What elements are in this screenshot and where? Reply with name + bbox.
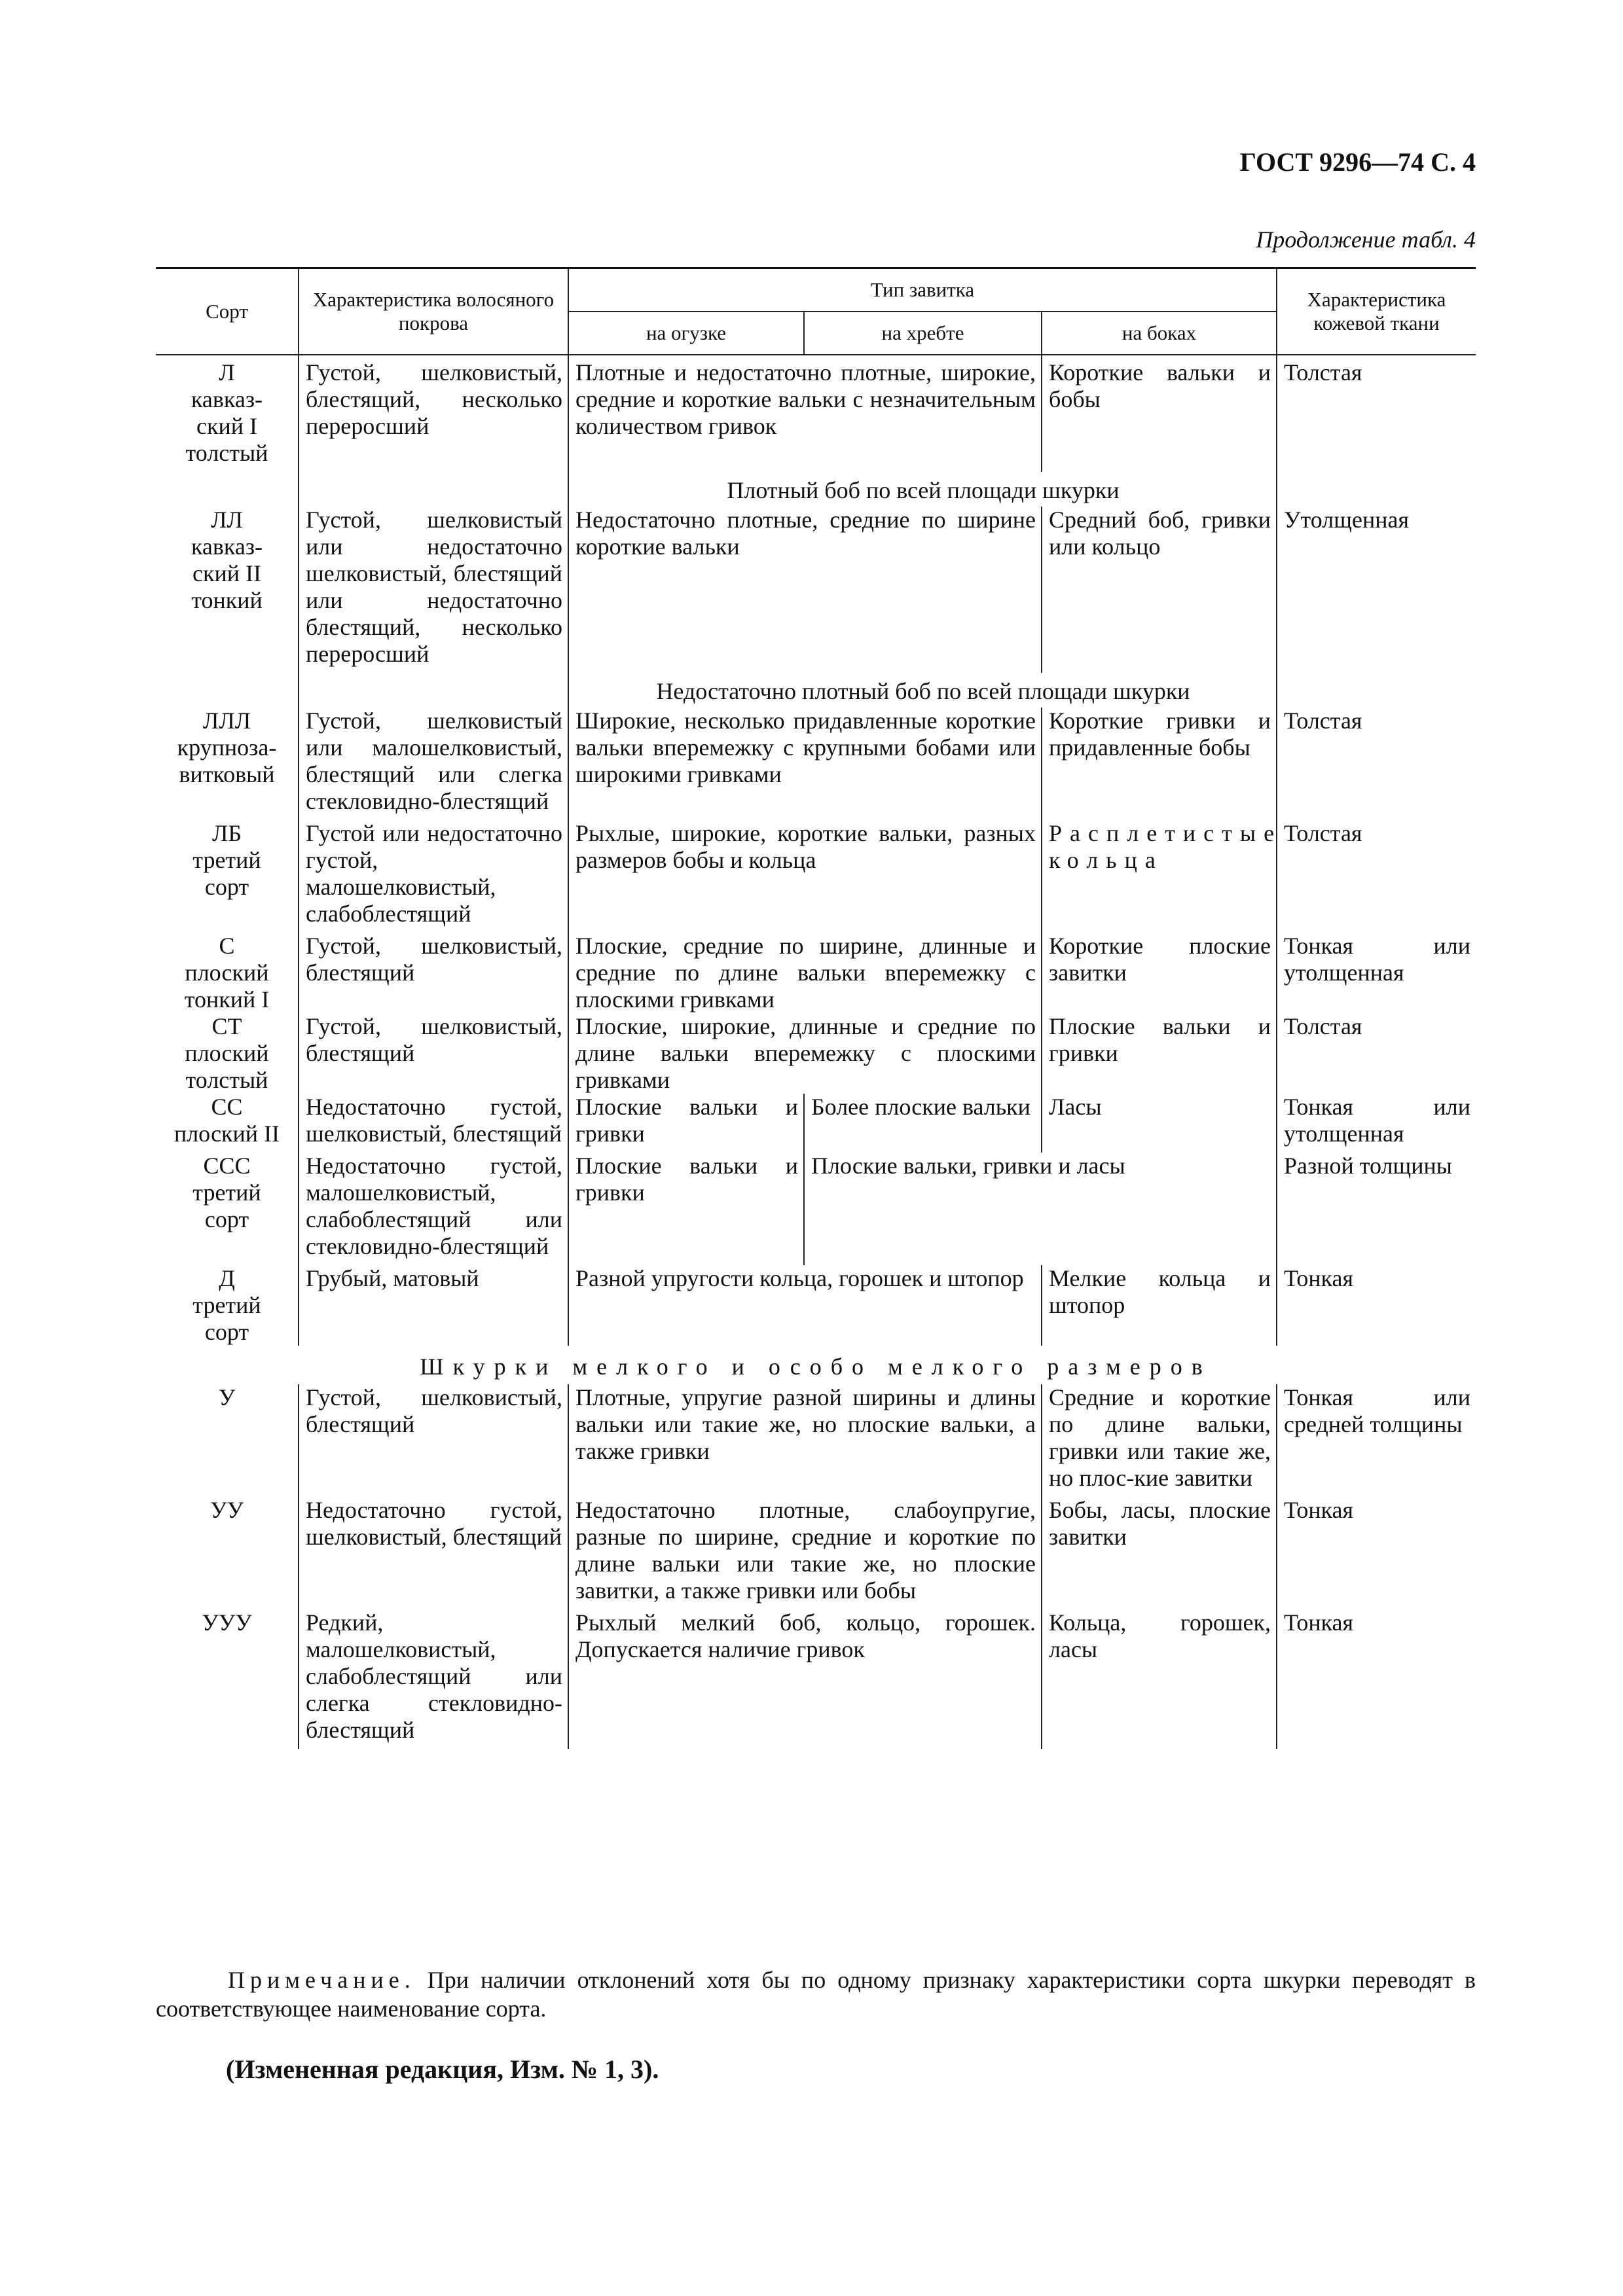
table-row [156,1094,1476,1153]
sort-cell: С плоский тонкий I [156,933,299,1013]
table-row [156,1265,1476,1346]
table-row [156,355,1476,472]
skin-cell: Толстая [1277,1013,1476,1094]
hair-cell: Густой или недостаточно густой, малошелковистый, слабоблестящий [299,820,568,933]
skin-cell: Толстая [1277,820,1476,933]
section-heading: Шкурки мелкого и особо мелкого размеров [420,1354,1212,1380]
hair-cell: Густой, шелковистый, блестящий [299,1013,568,1094]
skin-cell: Тонкая [1277,1265,1476,1346]
amendment-note: (Измененная редакция, Изм. № 1, 3). [226,2054,659,2084]
hair-cell: Густой, шелковистый или недостаточно шелковистый, блестящий или недостаточно блестящий, несколько переросший [299,507,568,673]
curl-cell: Плоские, средние по ширине, длинные и средние по длине вальки вперемежку с плоскими гривками [568,933,1042,1013]
header-hair: Характеристика волосяного покрова [299,268,568,355]
hair-cell: Грубый, матовый [299,1265,568,1346]
table-row [156,1497,1476,1609]
curl-sides-cell: Средние и короткие по длине вальки, гривки или такие же, но плос-кие завитки [1042,1384,1277,1497]
header-curl-type: Тип завитка [568,268,1277,312]
sort-characteristics-table [156,267,1476,1749]
curl-cell: Недостаточно плотные, слабоупругие, разные по ширине, средние и короткие по длине вальки или такие же, но плоские завитки, а также гривки или бобы [568,1497,1042,1609]
hair-cell: Редкий, малошелковистый, слабоблестящий или слегка стекловидно-блестящий [299,1609,568,1749]
table-row [156,673,1476,708]
note-label: Примечание. [228,1967,416,1993]
curl-subnote: Плотный боб по всей площади шкурки [568,472,1277,507]
sort-cell: СТ плоский толстый [156,1013,299,1094]
curl-subnote: Недостаточно плотный боб по всей площади шкурки [568,673,1277,708]
skin-cell: Тонкая [1277,1497,1476,1609]
curl-cell: Разной упругости кольца, горошек и штопор [568,1265,1042,1346]
curl-cell: Недостаточно плотные, средние по ширине короткие вальки [568,507,1042,673]
curl-cell: Плотные и недостаточно плотные, широкие, средние и короткие вальки с незначительным количеством гривок [568,355,1042,472]
sort-cell: СС плоский II [156,1094,299,1153]
skin-cell: Тонкая [1277,1609,1476,1749]
table-row [156,820,1476,933]
curl-sides-cell: Расплетистые кольца [1042,820,1277,933]
header-curl-rump: на огузке [568,312,804,355]
hair-cell: Густой, шелковистый или малошелковистый, блестящий или слегка стекловидно-блестящий [299,708,568,820]
curl-cell: Плоские, широкие, длинные и средние по длине вальки вперемежку с плоскими гривками [568,1013,1042,1094]
table-row [156,1153,1476,1265]
curl-sides-cell: Бобы, ласы, плоские завитки [1042,1497,1277,1609]
header-curl-sides: на боках [1042,312,1277,355]
hair-cell: Недостаточно густой, шелковистый, блестящий [299,1497,568,1609]
sort-cell: У [156,1384,299,1497]
table-caption: Продолжение табл. 4 [1256,226,1476,253]
sort-cell: ЛБ третий сорт [156,820,299,933]
hair-cell: Недостаточно густой, малошелковистый, слабоблестящий или стекловидно-блестящий [299,1153,568,1265]
curl-sides-cell: Средний боб, гривки или кольцо [1042,507,1277,673]
curl-sides-cell: Короткие плоские завитки [1042,933,1277,1013]
curl-sides-cell: Кольца, горошек, ласы [1042,1609,1277,1749]
hair-cell: Густой, шелковистый, блестящий [299,933,568,1013]
curl-cell: Рыхлые, широкие, короткие вальки, разных размеров бобы и кольца [568,820,1042,933]
sort-cell: Л кавказ- ский I толстый [156,355,299,472]
curl-sides-cell: Короткие гривки и придавленные бобы [1042,708,1277,820]
header-sort: Сорт [156,268,299,355]
sort-cell: УУ [156,1497,299,1609]
curl-cell: Широкие, несколько придавленные короткие вальки вперемежку с крупными бобами или широкими гривками [568,708,1042,820]
table-row [156,472,1476,507]
skin-cell: Тонкая или утолщенная [1277,933,1476,1013]
sort-cell: Д третий сорт [156,1265,299,1346]
note-text: При наличии отклонений хотя бы по одному признаку характеристики сорта шкурки переводят в соответствующее наименование сорта. [156,1967,1476,2022]
section-row [156,1346,1476,1384]
curl-sides-cell: Мелкие кольца и штопор [1042,1265,1277,1346]
hair-cell: Густой, шелковистый, блестящий, несколько переросший [299,355,568,472]
curl-cell: Рыхлый мелкий боб, кольцо, горошек. Допускается наличие гривок [568,1609,1042,1749]
table-row [156,708,1476,820]
curl-sides-cell: Короткие вальки и бобы [1042,355,1277,472]
sort-cell: ССС третий сорт [156,1153,299,1265]
skin-cell: Разной толщины [1277,1153,1476,1265]
sort-cell: ЛЛЛ крупноза- витковый [156,708,299,820]
curl-back-cell: Более плоские вальки [804,1094,1042,1153]
curl-sides-cell: Ласы [1042,1094,1277,1153]
page-header: ГОСТ 9296—74 С. 4 [1239,147,1476,177]
hair-cell: Недостаточно густой, шелковистый, блестящий [299,1094,568,1153]
curl-cell: Плотные, упругие разной ширины и длины вальки или такие же, но плоские вальки, а также гривки [568,1384,1042,1497]
table-row [156,933,1476,1013]
curl-rump-cell: Плоские вальки и гривки [568,1153,804,1265]
table-row [156,1013,1476,1094]
header-curl-back: на хребте [804,312,1042,355]
skin-cell: Утолщенная [1277,507,1476,673]
curl-sides-cell: Плоские вальки и гривки [1042,1013,1277,1094]
hair-cell: Густой, шелковистый, блестящий [299,1384,568,1497]
table-note [156,1965,1476,2023]
skin-cell: Тонкая или средней толщины [1277,1384,1476,1497]
sort-cell: ЛЛ кавказ- ский II тонкий [156,507,299,673]
table-row [156,507,1476,673]
curl-back-sides-cell: Плоские вальки, гривки и ласы [804,1153,1277,1265]
sort-cell: УУУ [156,1609,299,1749]
skin-cell: Толстая [1277,355,1476,472]
header-skin: Характеристика кожевой ткани [1277,268,1476,355]
table-row [156,1384,1476,1497]
table-row [156,1609,1476,1749]
curl-rump-cell: Плоские вальки и гривки [568,1094,804,1153]
skin-cell: Тонкая или утолщенная [1277,1094,1476,1153]
skin-cell: Толстая [1277,708,1476,820]
